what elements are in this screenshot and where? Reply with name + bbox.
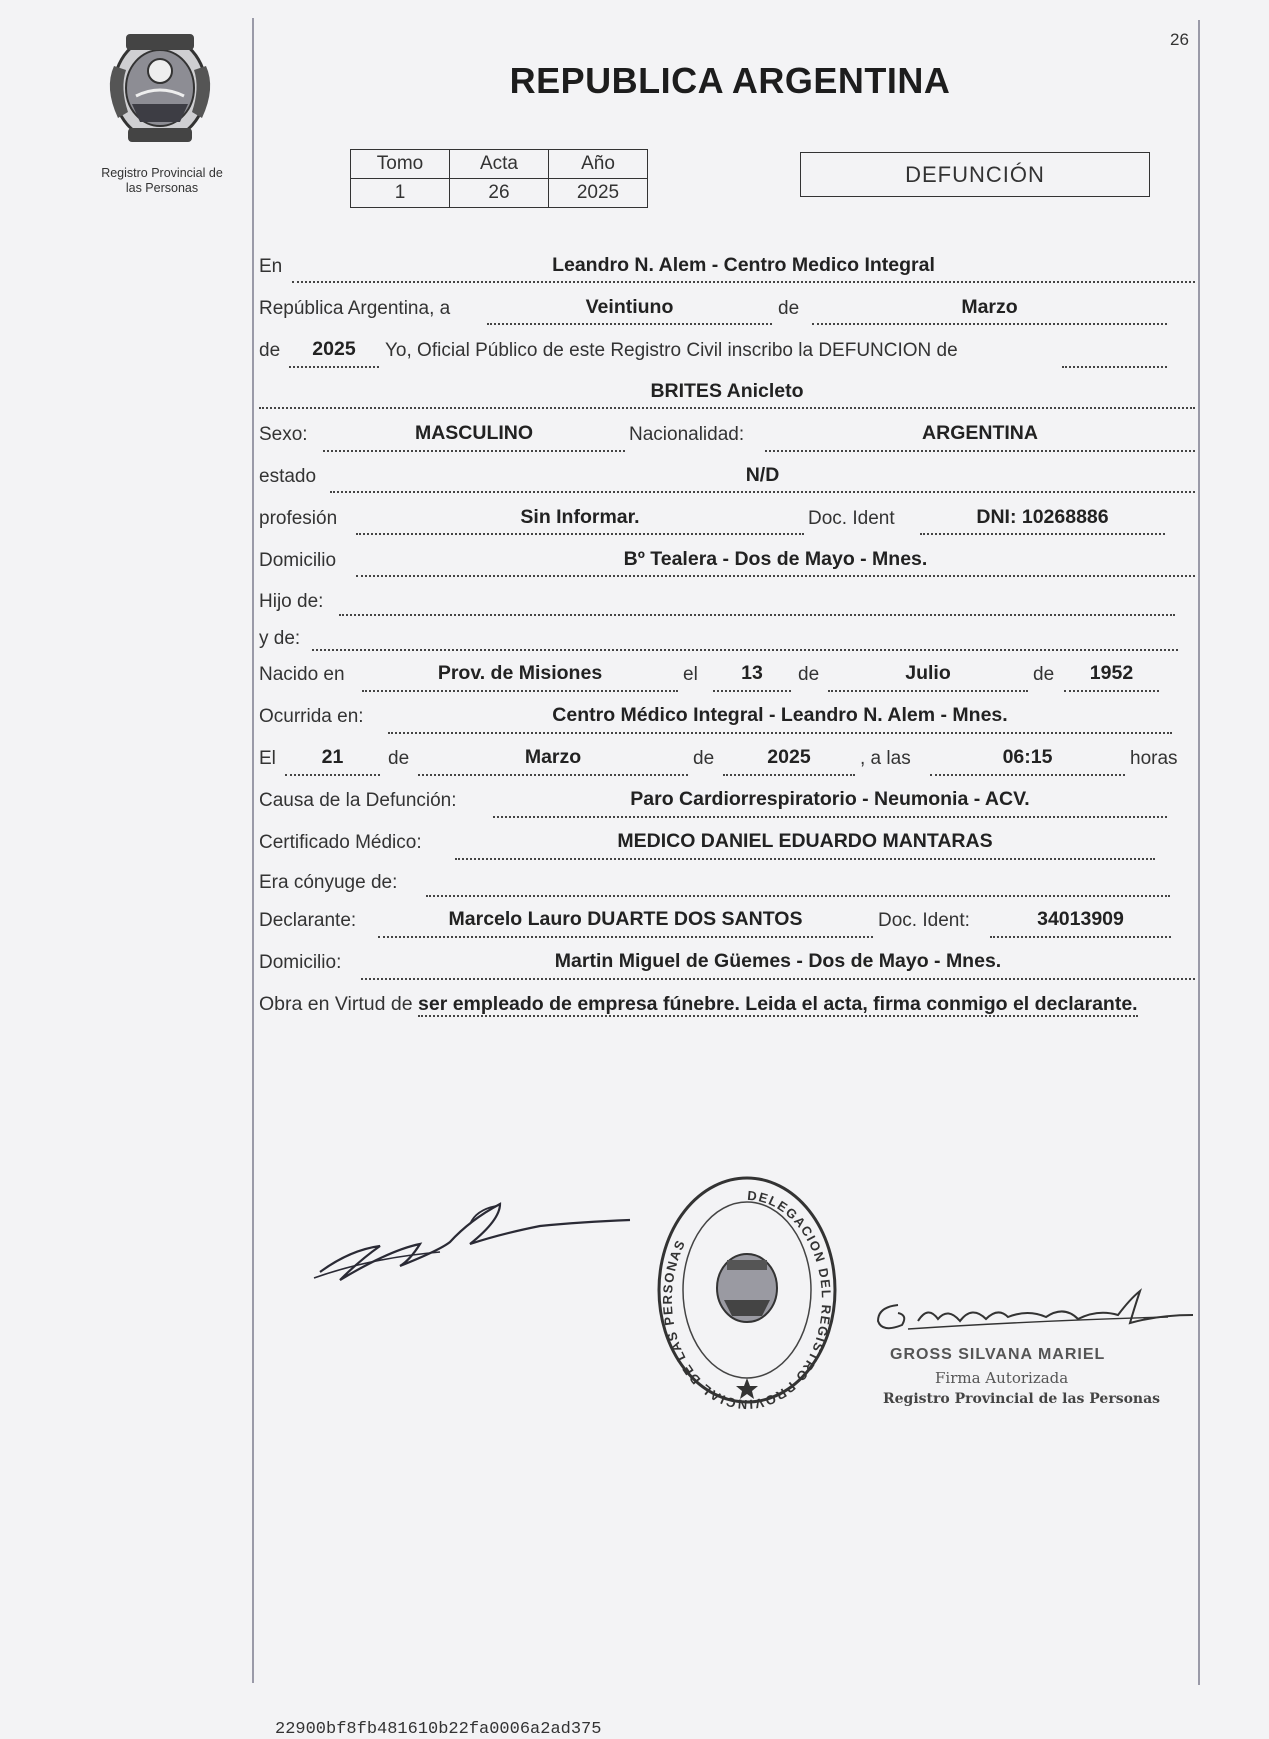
dotted-line (930, 774, 1125, 776)
estado-label: estado (259, 466, 317, 487)
sexo-label: Sexo: (259, 424, 308, 445)
nacionalidad-label: Nacionalidad: (629, 424, 745, 445)
record-type-box: DEFUNCIÓN (800, 152, 1150, 197)
dotted-line (828, 690, 1028, 692)
deceased-name-value: BRITES Anicleto (650, 380, 804, 402)
document-hash: 22900bf8fb481610b22fa0006a2ad375 (275, 1720, 602, 1739)
tomo-header: Tomo (351, 150, 450, 179)
dotted-line (323, 450, 625, 452)
place-of-death-value: Centro Médico Integral - Leandro N. Alem - Mnes. (552, 704, 1008, 726)
declarant-address-value: Martin Miguel de Güemes - Dos de Mayo - Mnes. (554, 950, 1002, 972)
declarant-doc-value: 34013909 (1037, 908, 1124, 930)
grounds-value: ser empleado de empresa fúnebre. Leida el acta, firma conmigo el declarante. (418, 993, 1138, 1015)
y-de-label: y de: (259, 628, 301, 649)
declarant-doc-label: Doc. Ident: (878, 910, 970, 931)
dotted-line (418, 774, 688, 776)
day-words-value: Veintiuno (585, 296, 674, 318)
dotted-line (312, 649, 1178, 651)
nacido-en-label: Nacido en (259, 664, 345, 685)
dotted-line (1062, 366, 1167, 368)
official-role: Firma Autorizada (935, 1369, 1069, 1387)
obra-label: Obra en Virtud de (259, 993, 413, 1015)
dotted-line (455, 858, 1155, 860)
dotted-line (330, 491, 1195, 493)
declarante-label: Declarante: (259, 910, 357, 931)
birth-year-value: 1952 (1089, 662, 1134, 684)
a-las-label: , a las (860, 748, 911, 769)
en-label: En (259, 256, 283, 277)
dotted-line (765, 450, 1195, 452)
dotted-line (920, 533, 1165, 535)
dotted-line (259, 407, 1195, 409)
official-seal (652, 1170, 842, 1410)
anio-value: 2025 (549, 179, 648, 208)
el-cap-label: El (259, 748, 276, 769)
provincial-crest-logo (100, 26, 220, 151)
death-year-value: 2025 (767, 746, 811, 768)
left-margin-line (252, 18, 254, 1683)
grounds-paragraph (259, 990, 1191, 1018)
dotted-line (713, 690, 791, 692)
dotted-line (1064, 690, 1159, 692)
hijo-de-label: Hijo de: (259, 591, 324, 612)
anio-header: Año (549, 150, 648, 179)
acta-header: Acta (450, 150, 549, 179)
dotted-line (426, 895, 1170, 897)
profession-value: Sin Informar. (520, 506, 640, 528)
dotted-line (362, 690, 678, 692)
dotted-line (339, 614, 1175, 616)
profesion-label: profesión (259, 508, 338, 529)
cause-of-death-value: Paro Cardiorrespiratorio - Neumonia - ACV. (630, 788, 1030, 810)
registration-year-value: 2025 (312, 338, 356, 360)
registry-label-line1: Registro Provincial de (101, 166, 223, 180)
death-day-value: 21 (321, 746, 344, 768)
declarant-signature (300, 1180, 640, 1300)
declarant-name-value: Marcelo Lauro DUARTE DOS SANTOS (448, 908, 803, 930)
dotted-line (487, 323, 772, 325)
el-label: el (683, 664, 698, 685)
de-label: de (1033, 664, 1055, 685)
birthplace-value: Prov. de Misiones (437, 662, 603, 684)
dotted-line (361, 978, 1195, 980)
causa-label: Causa de la Defunción: (259, 790, 457, 811)
right-margin-line (1198, 20, 1200, 1685)
medical-certificate-value: MEDICO DANIEL EDUARDO MANTARAS (617, 830, 993, 852)
dotted-line (292, 281, 1195, 283)
dotted-line (356, 533, 804, 535)
de-label: de (259, 340, 281, 361)
birth-day-value: 13 (741, 662, 763, 684)
republica-label: República Argentina, a (259, 298, 451, 319)
nationality-value: ARGENTINA (922, 422, 1038, 444)
de-label: de (388, 748, 410, 769)
place-value: Leandro N. Alem - Centro Medico Integral (552, 254, 935, 276)
record-number-table (350, 149, 648, 208)
seal-ring-text: DELEGACION DEL REGISTRO PROVINCIAL DE LAS PERSONAS (659, 1187, 835, 1410)
de-label: de (778, 298, 800, 319)
official-name: GROSS SILVANA MARIEL (890, 1346, 1106, 1363)
conyuge-label: Era cónyuge de: (259, 872, 398, 893)
acta-value: 26 (450, 179, 549, 208)
dotted-line (285, 774, 380, 776)
marital-status-value: N/D (745, 464, 780, 486)
birth-month-value: Julio (905, 662, 951, 684)
horas-label: horas (1130, 748, 1178, 769)
dotted-line (388, 732, 1172, 734)
de-label: de (693, 748, 715, 769)
sex-value: MASCULINO (414, 422, 534, 444)
domicilio-label: Domicilio (259, 550, 337, 571)
tomo-value: 1 (351, 179, 450, 208)
doc-ident-label: Doc. Ident (808, 508, 895, 529)
official-registry: Registro Provincial de las Personas (883, 1391, 1161, 1407)
address-value: Bº Tealera - Dos de Mayo - Mnes. (623, 548, 928, 570)
dotted-line (723, 774, 855, 776)
id-document-value: DNI: 10268886 (976, 506, 1109, 528)
dotted-line (289, 366, 379, 368)
month-value: Marzo (961, 296, 1018, 318)
de-label: de (798, 664, 820, 685)
dotted-line (990, 936, 1171, 938)
officer-statement-text: Yo, Oficial Público de este Registro Civil inscribo la DEFUNCION de (385, 340, 958, 361)
death-time-value: 06:15 (1002, 746, 1053, 768)
registry-label-line2: las Personas (125, 181, 199, 195)
dotted-line (493, 816, 1167, 818)
declarant-address-label: Domicilio: (259, 952, 342, 973)
death-month-value: Marzo (524, 746, 582, 768)
dotted-line (812, 323, 1167, 325)
certificado-label: Certificado Médico: (259, 832, 422, 853)
dotted-line (356, 575, 1195, 577)
page-number: 26 (1170, 30, 1189, 49)
registry-label (72, 166, 252, 196)
ocurrida-en-label: Ocurrida en: (259, 706, 364, 727)
official-signature (868, 1285, 1198, 1345)
dotted-line (378, 936, 873, 938)
document-title: REPUBLICA ARGENTINA (509, 60, 951, 101)
